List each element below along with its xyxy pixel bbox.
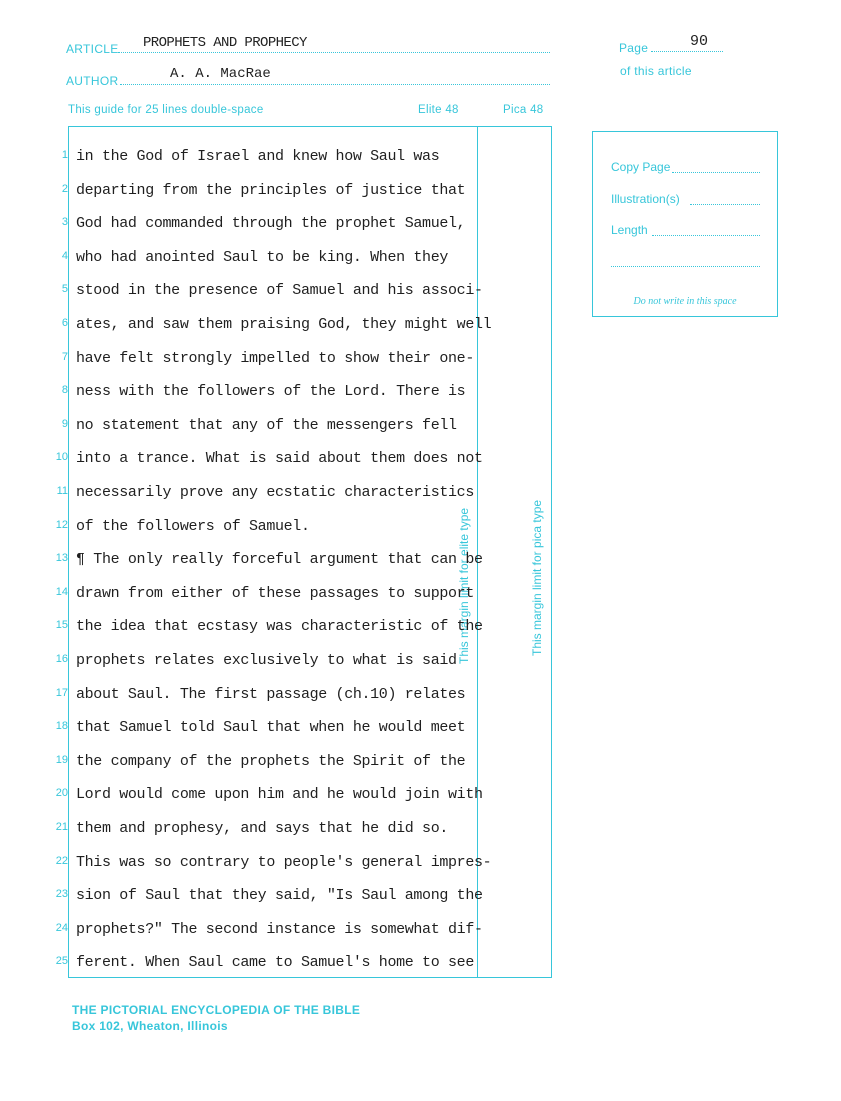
publisher-address: Box 102, Wheaton, Illinois: [72, 1019, 228, 1033]
line-number: 14: [55, 585, 68, 598]
guide-label: This guide for 25 lines double-space: [68, 104, 264, 116]
line-number: 16: [55, 653, 68, 665]
typed-line: into a trance. What is said about them does not: [76, 450, 483, 468]
typed-line: of the followers of Samuel.: [76, 517, 310, 535]
pica-margin-label: This margin limit for pica type: [530, 499, 544, 656]
of-this-article-label: of this article: [620, 64, 692, 78]
page-dotted-line: [651, 51, 723, 52]
line-number: 21: [55, 821, 68, 833]
elite-label: Elite 48: [418, 104, 459, 116]
typed-line: drawn from either of these passages to support: [76, 584, 474, 602]
page-label: Page: [619, 41, 649, 55]
copy-page-dots: [672, 172, 760, 173]
typed-line: in the God of Israel and knew how Saul was: [76, 148, 440, 165]
author-name: A. A. MacRae: [170, 66, 271, 82]
typed-line: prophets?" The second instance is somewhat dif-: [76, 920, 483, 938]
typed-line: necessarily prove any ecstatic characteristics: [76, 484, 474, 501]
publisher-name: THE PICTORIAL ENCYCLOPEDIA OF THE BIBLE: [72, 1003, 361, 1017]
page-number: 90: [690, 33, 709, 50]
line-number: 20: [55, 787, 68, 800]
typed-line: ates, and saw them praising God, they might well: [76, 316, 492, 333]
line-number: 4: [61, 249, 68, 262]
line-number: 17: [55, 686, 68, 699]
line-number: 19: [55, 753, 68, 766]
line-number: 22: [55, 854, 68, 867]
typed-line: that Samuel told Saul that when he would meet: [76, 719, 466, 737]
typed-line: ferent. When Saul came to Samuel's home to see: [76, 954, 474, 972]
office-use-box: [592, 131, 778, 317]
line-number: 7: [61, 350, 68, 363]
line-number: 2: [61, 182, 68, 195]
pica-label: Pica 48: [503, 104, 544, 116]
typed-line: stood in the presence of Samuel and his associ-: [76, 282, 483, 300]
line-number: 1: [61, 149, 68, 161]
length-dots: [652, 235, 760, 236]
article-title: PROPHETS AND PROPHECY: [143, 35, 307, 51]
article-label: ARTICLE: [66, 42, 119, 56]
length-label: Length: [611, 223, 648, 237]
author-dotted-line: [120, 84, 550, 85]
typed-line: God had commanded through the prophet Samuel,: [76, 215, 466, 233]
typed-line: them and prophesy, and says that he did so.: [76, 820, 449, 837]
typed-line: the idea that ecstasy was characteristic of the: [76, 618, 483, 636]
line-number: 9: [61, 417, 68, 430]
typed-line: departing from the principles of justice that: [76, 181, 466, 199]
line-number: 24: [55, 921, 68, 934]
line-number: 11: [56, 485, 68, 497]
typed-line: Lord would come upon him and he would join with: [76, 786, 483, 804]
line-number: 13: [55, 552, 68, 565]
line-number: 23: [55, 888, 68, 901]
typed-line: have felt strongly impelled to show their one-: [76, 349, 474, 367]
line-number: 15: [55, 619, 68, 632]
do-not-write-note: Do not write in this space: [633, 296, 737, 307]
typed-line: prophets relates exclusively to what is said: [76, 652, 457, 669]
elite-margin-label: This margin limit for elite type: [457, 507, 471, 664]
typed-line: the company of the prophets the Spirit of the: [76, 752, 466, 770]
line-number: 18: [55, 720, 68, 733]
typed-line: ness with the followers of the Lord. There is: [76, 383, 466, 401]
line-number: 3: [61, 216, 68, 229]
illustrations-dots: [690, 204, 760, 205]
line-number: 8: [61, 384, 68, 397]
typed-line: sion of Saul that they said, "Is Saul among the: [76, 887, 483, 905]
typed-line: about Saul. The first passage (ch.10) relates: [76, 685, 466, 703]
line-number: 10: [55, 451, 68, 464]
typed-line: who had anointed Saul to be king. When they: [76, 248, 449, 266]
line-number: 12: [55, 518, 68, 531]
line-number: 25: [55, 955, 68, 968]
line-number: 5: [61, 283, 68, 296]
article-dotted-line: [118, 52, 550, 53]
line-number: 6: [61, 317, 68, 329]
illustrations-label: Illustration(s): [611, 192, 680, 206]
copy-page-label: Copy Page: [611, 160, 671, 174]
author-label: AUTHOR: [66, 74, 119, 88]
typed-line: This was so contrary to people's general impres-: [76, 853, 492, 871]
typed-line: no statement that any of the messengers fell: [76, 416, 457, 434]
blank-dots: [611, 266, 760, 267]
typed-line: ¶ The only really forceful argument that can be: [76, 551, 483, 569]
